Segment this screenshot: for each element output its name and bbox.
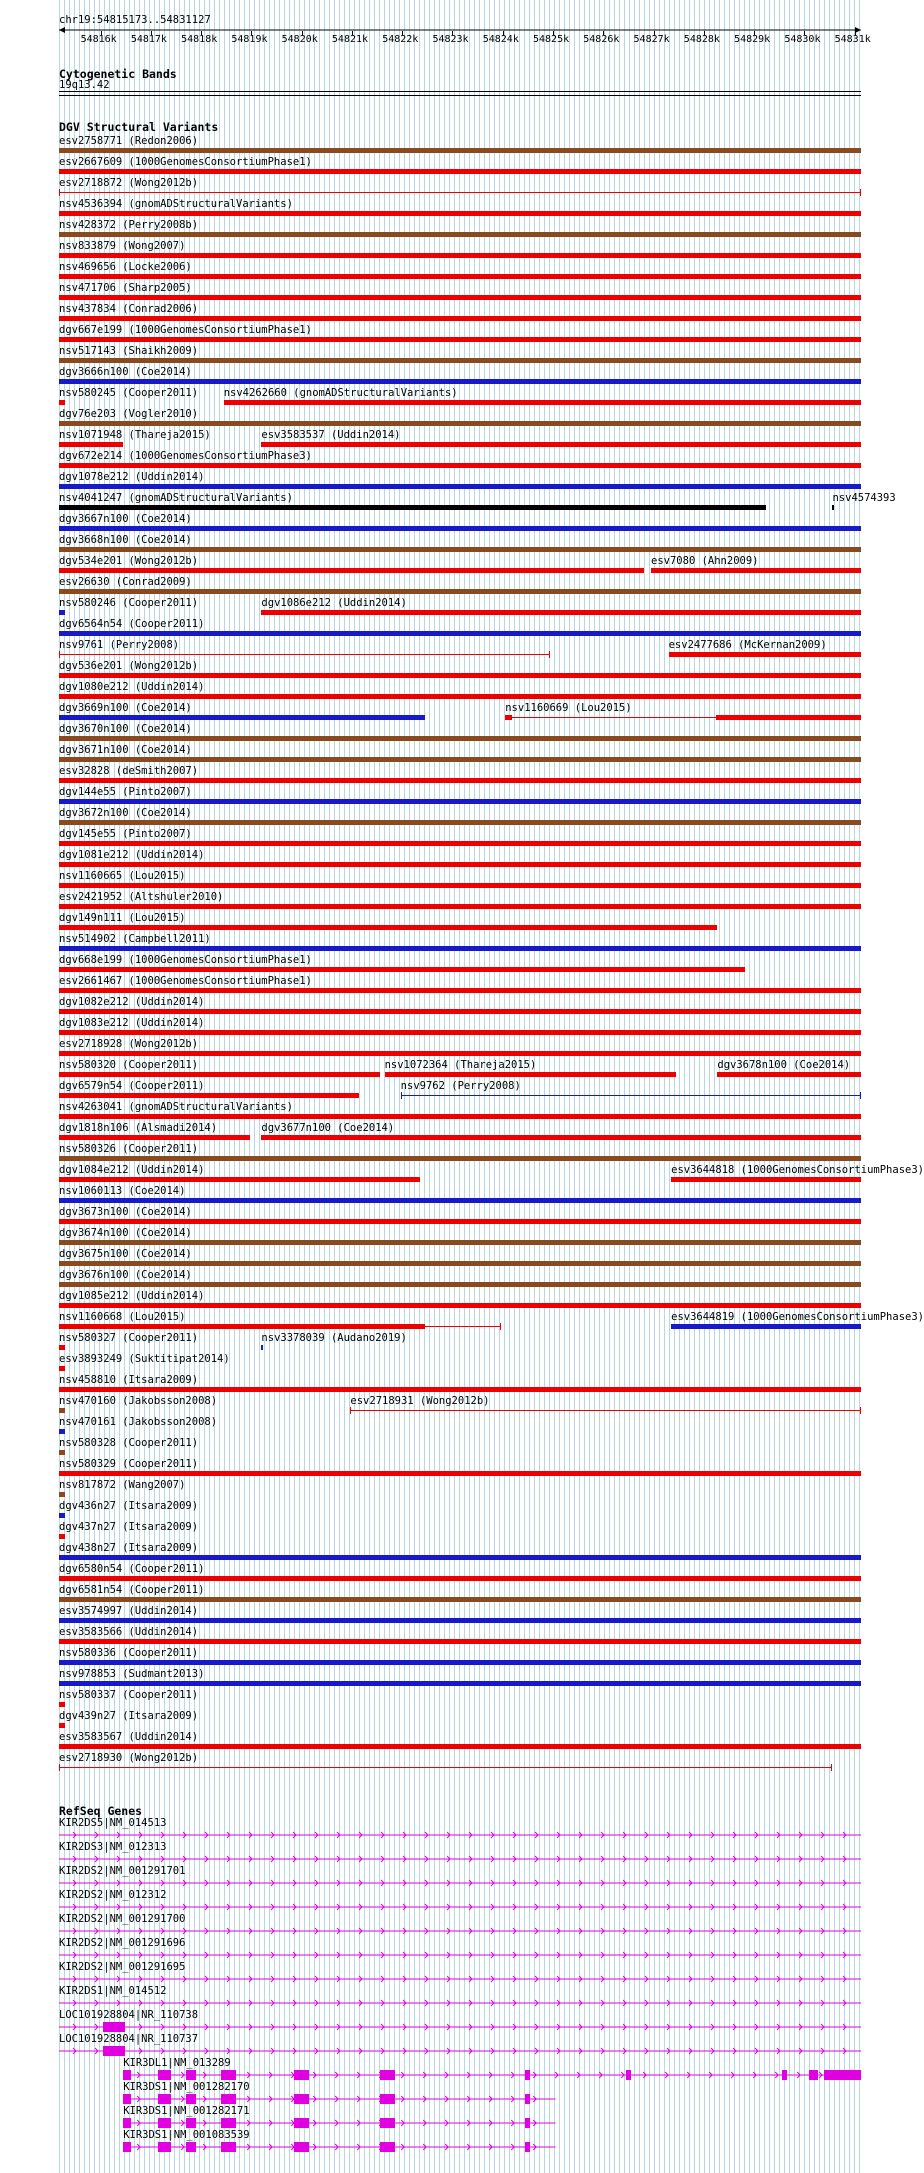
variant-label[interactable]: nsv1160669 (Lou2015) (505, 702, 632, 714)
variant-label[interactable]: dgv3674n100 (Coe2014) (59, 1227, 192, 1239)
ruler-tick-label: 54826k (583, 34, 620, 45)
variant-label[interactable]: esv2718931 (Wong2012b) (350, 1395, 490, 1407)
variant-label[interactable]: nsv580328 (Cooper2011) (59, 1437, 199, 1449)
variant-label[interactable]: dgv1082e212 (Uddin2014) (59, 996, 205, 1008)
variant-end-tick[interactable] (831, 1764, 832, 1771)
gene-exon[interactable] (380, 2118, 395, 2128)
gene-label[interactable]: KIR3DS1|NM_001083539 (123, 2129, 250, 2141)
variant-label[interactable]: nsv458810 (Itsara2009) (59, 1374, 199, 1386)
variant-label[interactable]: dgv3678n100 (Coe2014) (717, 1059, 851, 1071)
ruler-tick-label: 54830k (784, 34, 821, 45)
variant-bar[interactable] (59, 799, 861, 804)
variant-bar[interactable] (59, 1051, 861, 1056)
variant-label[interactable]: esv7080 (Ahn2009) (651, 555, 759, 567)
ruler-tick-label: 54819k (231, 34, 268, 45)
gene-exon[interactable] (525, 2142, 530, 2152)
gene-exon[interactable] (123, 2118, 131, 2128)
variant-label[interactable]: dgv1084e212 (Uddin2014) (59, 1164, 205, 1176)
gene-intron-line[interactable] (0, 2021, 890, 2033)
variant-label[interactable]: esv2421952 (Altshuler2010) (59, 891, 224, 903)
variant-label[interactable]: dgv668e199 (1000GenomesConsortiumPhase1) (59, 954, 312, 966)
gene-exon[interactable] (221, 2094, 236, 2104)
variant-bar[interactable] (59, 589, 861, 594)
variant-bar[interactable] (59, 904, 861, 909)
gene-exon[interactable] (103, 2046, 125, 2056)
gene-exon[interactable] (158, 2118, 171, 2128)
variant-label[interactable]: nsv833879 (Wong2007) (59, 240, 186, 252)
variant-label[interactable]: nsv978853 (Sudmant2013) (59, 1668, 205, 1680)
variant-label[interactable]: nsv1072364 (Thareja2015) (384, 1059, 537, 1071)
variant-label[interactable]: dgv1818n106 (Alsmadi2014) (59, 1122, 218, 1134)
variant-line[interactable] (425, 1326, 501, 1327)
ruler-tick-label: 54829k (734, 34, 771, 45)
ruler-tick-label: 54824k (482, 34, 519, 45)
variant-label[interactable]: esv2477686 (McKernan2009) (668, 639, 827, 651)
gene-label[interactable]: KIR2DS2|NM_012312 (59, 1889, 167, 1901)
variant-label[interactable]: dgv3675n100 (Coe2014) (59, 1248, 192, 1260)
gene-label[interactable]: KIR3DS1|NM_001282171 (123, 2105, 250, 2117)
variant-label[interactable]: nsv1060113 (Coe2014) (59, 1185, 186, 1197)
variant-bar[interactable] (59, 1681, 861, 1686)
variant-label[interactable]: esv2667609 (1000GenomesConsortiumPhase1) (59, 156, 312, 168)
variant-label[interactable]: nsv580320 (Cooper2011) (59, 1059, 199, 1071)
variant-label[interactable]: nsv9762 (Perry2008) (400, 1080, 521, 1092)
variant-bar[interactable] (59, 1366, 65, 1371)
gene-exon[interactable] (123, 2094, 131, 2104)
variant-bar[interactable] (59, 1723, 65, 1728)
variant-bar[interactable] (59, 1303, 861, 1308)
variant-bar[interactable] (59, 1093, 359, 1098)
variant-bar[interactable] (59, 1240, 861, 1245)
ruler-tick-label: 54818k (181, 34, 218, 45)
variant-bar[interactable] (59, 1492, 65, 1497)
gene-intron-line[interactable] (0, 1949, 890, 1961)
variant-label[interactable]: dgv6580n54 (Cooper2011) (59, 1563, 205, 1575)
variant-label[interactable]: dgv536e201 (Wong2012b) (59, 660, 199, 672)
variant-bar[interactable] (59, 1576, 861, 1581)
variant-label[interactable]: dgv1085e212 (Uddin2014) (59, 1290, 205, 1302)
variant-bar[interactable] (59, 1135, 250, 1140)
variant-bar[interactable] (59, 1618, 861, 1623)
variant-bar[interactable] (59, 1450, 65, 1455)
location-label: chr19:54815173..54831127 (59, 14, 211, 26)
variant-bar[interactable] (669, 652, 861, 657)
gene-label[interactable]: KIR2DS2|NM_001291695 (59, 1961, 186, 1973)
gene-exon[interactable] (380, 2094, 395, 2104)
gene-exon[interactable] (103, 2022, 125, 2032)
variant-bar[interactable] (59, 400, 65, 405)
gene-intron-line[interactable] (0, 2069, 890, 2081)
variant-bar[interactable] (261, 1345, 263, 1350)
variant-bar[interactable] (671, 1177, 861, 1182)
variant-label[interactable]: esv3583566 (Uddin2014) (59, 1626, 199, 1638)
variant-label[interactable]: dgv3676n100 (Coe2014) (59, 1269, 192, 1281)
variant-bar[interactable] (59, 673, 861, 678)
variant-bar[interactable] (59, 568, 644, 573)
variant-label[interactable]: dgv3671n100 (Coe2014) (59, 744, 192, 756)
variant-bar[interactable] (59, 274, 861, 279)
variant-bar[interactable] (59, 757, 861, 762)
variant-label[interactable]: nsv517143 (Shaikh2009) (59, 345, 199, 357)
variant-start-tick[interactable] (59, 1764, 60, 1771)
variant-bar[interactable] (59, 358, 861, 363)
variant-bar[interactable] (59, 505, 766, 510)
variant-line[interactable] (512, 717, 716, 718)
variant-bar[interactable] (59, 1744, 861, 1749)
variant-label[interactable]: nsv3378039 (Audano2019) (261, 1332, 407, 1344)
gene-intron-line[interactable] (0, 1901, 890, 1913)
variant-label[interactable]: dgv145e55 (Pinto2007) (59, 828, 192, 840)
variant-label[interactable]: nsv580246 (Cooper2011) (59, 597, 199, 609)
variant-label[interactable]: nsv471706 (Sharp2005) (59, 282, 192, 294)
gene-intron-line[interactable] (0, 1877, 890, 1889)
variant-label[interactable]: nsv1160668 (Lou2015) (59, 1311, 186, 1323)
gene-exon[interactable] (158, 2094, 171, 2104)
gene-exon[interactable] (123, 2142, 131, 2152)
gene-intron-line[interactable] (0, 1997, 890, 2009)
variant-label[interactable]: nsv580245 (Cooper2011) (59, 387, 199, 399)
variant-bar[interactable] (59, 715, 425, 720)
variant-bar[interactable] (59, 1072, 380, 1077)
variant-label[interactable]: esv2661467 (1000GenomesConsortiumPhase1) (59, 975, 312, 987)
variant-bar[interactable] (59, 253, 861, 258)
variant-bar[interactable] (59, 736, 861, 741)
variant-label[interactable]: nsv4263041 (gnomADStructuralVariants) (59, 1101, 293, 1113)
variant-bar[interactable] (385, 1072, 677, 1077)
variant-line[interactable] (59, 1767, 832, 1768)
variant-label[interactable]: dgv3667n100 (Coe2014) (59, 513, 192, 525)
variant-end-tick[interactable] (860, 189, 861, 196)
variant-label[interactable]: dgv3666n100 (Coe2014) (59, 366, 192, 378)
variant-bar[interactable] (59, 526, 861, 531)
variant-bar[interactable] (59, 1429, 65, 1434)
gene-exon[interactable] (221, 2070, 236, 2080)
gene-intron-line[interactable] (0, 1853, 890, 1865)
variant-bar[interactable] (59, 694, 861, 699)
gene-exon[interactable] (186, 2142, 196, 2152)
variant-bar[interactable] (59, 295, 861, 300)
variant-bar[interactable] (59, 337, 861, 342)
variant-label[interactable]: nsv817872 (Wang2007) (59, 1479, 186, 1491)
variant-label[interactable]: dgv437n27 (Itsara2009) (59, 1521, 199, 1533)
variant-label[interactable]: dgv1080e212 (Uddin2014) (59, 681, 205, 693)
gene-label[interactable]: KIR2DS3|NM_012313 (59, 1841, 167, 1853)
ruler-tick-label: 54827k (633, 34, 670, 45)
variant-label[interactable]: dgv6581n54 (Cooper2011) (59, 1584, 205, 1596)
gene-label[interactable]: KIR2DS1|NM_014512 (59, 1985, 167, 1997)
variant-bar[interactable] (59, 1324, 425, 1329)
gene-label[interactable]: KIR3DS1|NM_001282170 (123, 2081, 250, 2093)
gene-exon[interactable] (525, 2094, 530, 2104)
gene-intron-line[interactable] (0, 2045, 890, 2057)
variant-bar[interactable] (59, 1198, 861, 1203)
variant-label[interactable]: nsv437834 (Conrad2006) (59, 303, 199, 315)
gene-label[interactable]: KIR2DS2|NM_001291700 (59, 1913, 186, 1925)
variant-bar[interactable] (59, 610, 65, 615)
variant-bar[interactable] (261, 442, 861, 447)
variant-bar[interactable] (224, 400, 861, 405)
gene-exon[interactable] (782, 2070, 787, 2080)
gene-exon[interactable] (525, 2118, 530, 2128)
variant-end-tick[interactable] (549, 651, 550, 658)
variant-end-tick[interactable] (860, 1092, 861, 1099)
cytoband-bar (59, 91, 861, 92)
variant-bar[interactable] (59, 421, 861, 426)
variant-bar[interactable] (716, 715, 861, 720)
gene-intron-line[interactable] (0, 1973, 890, 1985)
variant-label[interactable]: dgv3672n100 (Coe2014) (59, 807, 192, 819)
ruler-tick-label: 54828k (683, 34, 720, 45)
gene-label[interactable]: KIR3DL1|NM_013289 (123, 2057, 231, 2069)
variant-bar[interactable] (59, 1408, 65, 1413)
variant-bar[interactable] (59, 862, 861, 867)
variant-label[interactable]: nsv469656 (Locke2006) (59, 261, 192, 273)
variant-label[interactable]: dgv3670n100 (Coe2014) (59, 723, 192, 735)
variant-label[interactable]: nsv514902 (Campbell2011) (59, 933, 211, 945)
variant-start-tick[interactable] (59, 651, 60, 658)
variant-label[interactable]: dgv6579n54 (Cooper2011) (59, 1080, 205, 1092)
variant-bar[interactable] (59, 1660, 861, 1665)
refseq-track-title: RefSeq Genes (59, 1804, 143, 1818)
variant-label[interactable]: dgv3668n100 (Coe2014) (59, 534, 192, 546)
variant-label[interactable]: esv3644818 (1000GenomesConsortiumPhase3) (671, 1164, 924, 1176)
variant-start-tick[interactable] (350, 1407, 351, 1414)
cytoband-bar-lower (59, 95, 861, 96)
variant-bar[interactable] (261, 1135, 861, 1140)
variant-label[interactable]: dgv436n27 (Itsara2009) (59, 1500, 199, 1512)
variant-label[interactable]: dgv534e201 (Wong2012b) (59, 555, 199, 567)
variant-bar[interactable] (59, 1639, 861, 1644)
variant-label[interactable]: esv2718872 (Wong2012b) (59, 177, 199, 189)
variant-label[interactable]: nsv580336 (Cooper2011) (59, 1647, 199, 1659)
gene-exon[interactable] (380, 2142, 395, 2152)
gene-exon[interactable] (221, 2118, 236, 2128)
variant-bar[interactable] (59, 1219, 861, 1224)
variant-label[interactable]: esv3893249 (Suktitipat2014) (59, 1353, 230, 1365)
variant-line[interactable] (59, 192, 861, 193)
ruler-tick-label: 54817k (130, 34, 167, 45)
gene-exon[interactable] (158, 2142, 171, 2152)
variant-label[interactable]: esv3583537 (Uddin2014) (261, 429, 401, 441)
variant-label[interactable]: nsv4574393 (832, 492, 896, 504)
variant-label[interactable]: nsv9761 (Perry2008) (59, 639, 180, 651)
variant-end-tick[interactable] (860, 1407, 861, 1414)
variant-label[interactable]: nsv4262660 (gnomADStructuralVariants) (223, 387, 458, 399)
variant-bar[interactable] (59, 1555, 861, 1560)
variant-label[interactable]: nsv1160665 (Lou2015) (59, 870, 186, 882)
gene-label[interactable]: KIR2DS2|NM_001291696 (59, 1937, 186, 1949)
gene-intron-line[interactable] (0, 1925, 890, 1937)
variant-label[interactable]: dgv1086e212 (Uddin2014) (261, 597, 407, 609)
gene-exon[interactable] (221, 2142, 236, 2152)
variant-bar[interactable] (59, 1030, 861, 1035)
cytoband-track-title: Cytogenetic Bands (59, 67, 177, 81)
ruler-tick-label: 54823k (432, 34, 469, 45)
gene-intron-line[interactable] (0, 2093, 890, 2105)
gene-exon[interactable] (294, 2118, 309, 2128)
variant-bar[interactable] (59, 1261, 861, 1266)
gene-exon[interactable] (294, 2142, 309, 2152)
variant-label[interactable]: nsv428372 (Perry2008b) (59, 219, 199, 231)
variant-label[interactable]: esv3644819 (1000GenomesConsortiumPhase3) (671, 1311, 924, 1323)
variant-bar[interactable] (59, 820, 861, 825)
ruler-tick-label: 54820k (281, 34, 318, 45)
variant-bar[interactable] (717, 1072, 861, 1077)
gene-exon[interactable] (525, 2070, 530, 2080)
variant-end-tick[interactable] (500, 1323, 501, 1330)
variant-line[interactable] (59, 654, 550, 655)
variant-bar[interactable] (59, 379, 861, 384)
gene-exon[interactable] (824, 2070, 861, 2080)
variant-label[interactable]: esv32828 (deSmith2007) (59, 765, 199, 777)
variant-bar[interactable] (59, 316, 861, 321)
variant-label[interactable]: dgv3669n100 (Coe2014) (59, 702, 192, 714)
gene-exon[interactable] (158, 2070, 171, 2080)
gene-exon[interactable] (626, 2070, 631, 2080)
ruler-tick-label: 54816k (80, 34, 117, 45)
variant-label[interactable]: nsv470160 (Jakobsson2008) (59, 1395, 218, 1407)
variant-bar[interactable] (59, 232, 861, 237)
variant-bar[interactable] (59, 484, 861, 489)
variant-label[interactable]: dgv3673n100 (Coe2014) (59, 1206, 192, 1218)
gene-exon[interactable] (186, 2118, 196, 2128)
gene-label[interactable]: KIR2DS5|NM_014513 (59, 1817, 167, 1829)
variant-label[interactable]: dgv1081e212 (Uddin2014) (59, 849, 205, 861)
gene-exon[interactable] (186, 2094, 196, 2104)
variant-start-tick[interactable] (401, 1092, 402, 1099)
variant-label[interactable]: nsv1071948 (Thareja2015) (59, 429, 211, 441)
gene-label[interactable]: LOC101928804|NR_110737 (59, 2033, 199, 2045)
variant-label[interactable]: nsv4536394 (gnomADStructuralVariants) (59, 198, 293, 210)
variant-bar[interactable] (59, 1534, 65, 1539)
ruler-tick-label: 54831k (834, 34, 871, 45)
variant-bar[interactable] (59, 778, 861, 783)
gene-exon[interactable] (294, 2070, 309, 2080)
ruler-tick-label: 54825k (532, 34, 570, 45)
variant-label[interactable]: nsv4041247 (gnomADStructuralVariants) (59, 492, 293, 504)
variant-label[interactable]: nsv580337 (Cooper2011) (59, 1689, 199, 1701)
variant-label[interactable]: dgv667e199 (1000GenomesConsortiumPhase1) (59, 324, 312, 336)
variant-label[interactable]: dgv3677n100 (Coe2014) (261, 1122, 395, 1134)
variant-bar[interactable] (59, 883, 861, 888)
variant-label[interactable]: nsv470161 (Jakobsson2008) (59, 1416, 218, 1428)
variant-label[interactable]: dgv1078e212 (Uddin2014) (59, 471, 205, 483)
variant-bar[interactable] (59, 967, 745, 972)
variant-bar[interactable] (59, 547, 861, 552)
variant-bar[interactable] (59, 211, 861, 216)
gene-exon[interactable] (186, 2070, 196, 2080)
variant-bar[interactable] (59, 631, 861, 636)
variant-bar[interactable] (59, 1597, 861, 1602)
variant-label[interactable]: dgv76e203 (Vogler2010) (59, 408, 199, 420)
variant-bar[interactable] (59, 841, 861, 846)
variant-label[interactable]: dgv439n27 (Itsara2009) (59, 1710, 199, 1722)
variant-bar[interactable] (59, 1702, 65, 1707)
variant-bar[interactable] (59, 925, 717, 930)
variant-bar[interactable] (59, 1387, 861, 1392)
variant-label[interactable]: dgv6564n54 (Cooper2011) (59, 618, 205, 630)
variant-bar[interactable] (651, 568, 861, 573)
gene-exon[interactable] (294, 2094, 309, 2104)
gene-label[interactable]: KIR2DS2|NM_001291701 (59, 1865, 186, 1877)
variant-bar[interactable] (59, 1156, 861, 1161)
variant-label[interactable]: esv3574997 (Uddin2014) (59, 1605, 199, 1617)
variant-bar[interactable] (59, 1114, 861, 1119)
variant-bar[interactable] (59, 169, 861, 174)
variant-bar[interactable] (59, 463, 861, 468)
variant-bar[interactable] (59, 988, 861, 993)
variant-bar[interactable] (59, 1513, 65, 1518)
variant-bar[interactable] (59, 1471, 861, 1476)
variant-bar[interactable] (261, 610, 861, 615)
variant-bar[interactable] (59, 946, 861, 951)
variant-bar[interactable] (671, 1324, 861, 1329)
dgv-track-title: DGV Structural Variants (59, 120, 219, 134)
variant-label[interactable]: dgv144e55 (Pinto2007) (59, 786, 192, 798)
variant-label[interactable]: esv2718928 (Wong2012b) (59, 1038, 199, 1050)
variant-bar[interactable] (59, 1345, 65, 1350)
variant-label[interactable]: esv3583567 (Uddin2014) (59, 1731, 199, 1743)
variant-bar[interactable] (59, 1009, 861, 1014)
gene-exon[interactable] (380, 2070, 395, 2080)
gene-label[interactable]: LOC101928804|NR_110738 (59, 2009, 199, 2021)
gene-intron-line[interactable] (0, 1829, 890, 1841)
variant-line[interactable] (350, 1410, 861, 1411)
variant-label[interactable]: nsv580327 (Cooper2011) (59, 1332, 199, 1344)
ruler-tick-label: 54821k (331, 34, 369, 45)
variant-bar[interactable] (59, 148, 861, 153)
gene-intron-line[interactable] (0, 2141, 890, 2153)
variant-label[interactable]: nsv580326 (Cooper2011) (59, 1143, 199, 1155)
variant-label[interactable]: nsv580329 (Cooper2011) (59, 1458, 199, 1470)
variant-label[interactable]: esv2718930 (Wong2012b) (59, 1752, 199, 1764)
variant-label[interactable]: dgv438n27 (Itsara2009) (59, 1542, 199, 1554)
variant-bar[interactable] (59, 1282, 861, 1287)
variant-label[interactable]: esv26630 (Conrad2009) (59, 576, 192, 588)
variant-bar[interactable] (59, 442, 123, 447)
gene-exon[interactable] (123, 2070, 131, 2080)
variant-bar[interactable] (59, 1177, 420, 1182)
variant-label[interactable]: dgv149n111 (Lou2015) (59, 912, 186, 924)
gene-intron-line[interactable] (0, 2117, 890, 2129)
variant-label[interactable]: dgv672e214 (1000GenomesConsortiumPhase3) (59, 450, 312, 462)
gene-exon[interactable] (809, 2070, 818, 2080)
variant-bar[interactable] (832, 505, 834, 510)
variant-start-tick[interactable] (59, 189, 60, 196)
variant-label[interactable]: dgv1083e212 (Uddin2014) (59, 1017, 205, 1029)
variant-label[interactable]: esv2758771 (Redon2006) (59, 135, 199, 147)
cytoband-label: 19q13.42 (59, 79, 110, 91)
variant-line[interactable] (401, 1095, 861, 1096)
ruler-tick-label: 54822k (382, 34, 419, 45)
